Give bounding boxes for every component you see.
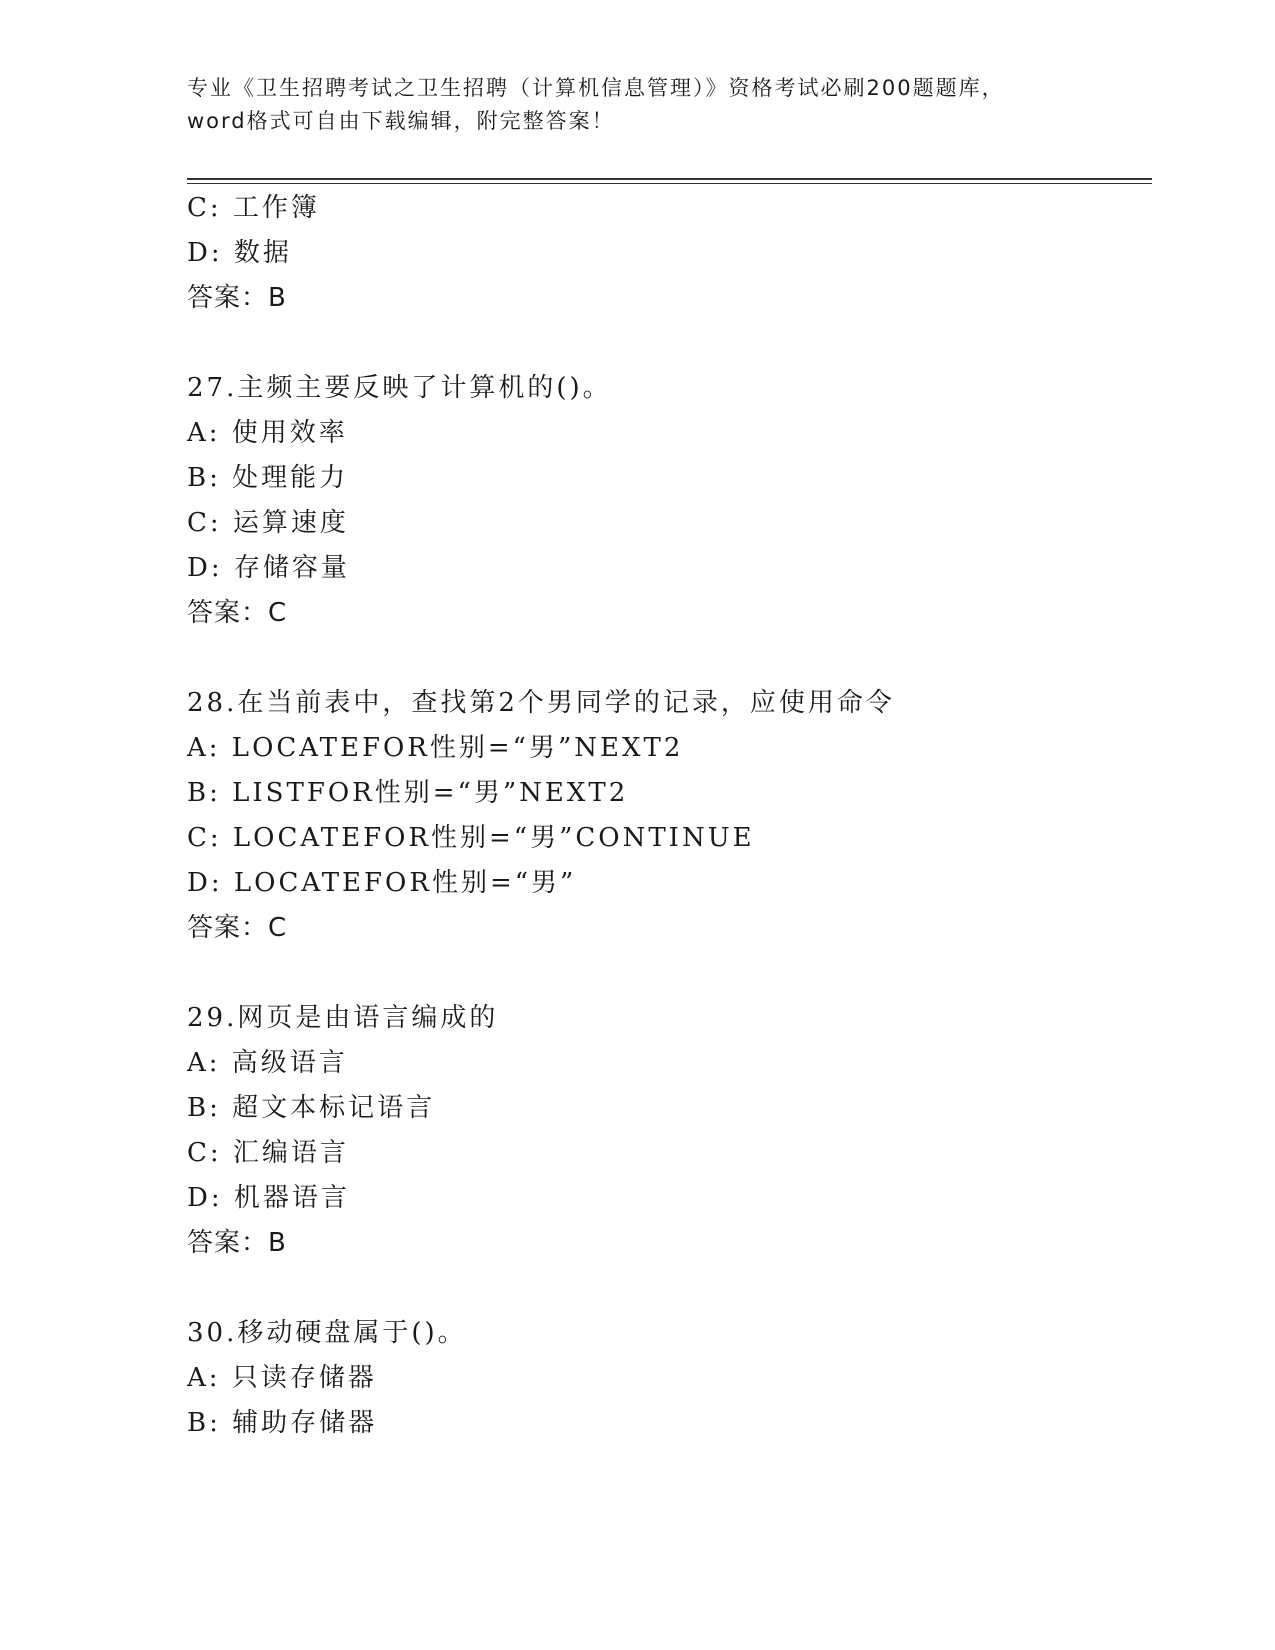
header-divider-thick: [187, 178, 1152, 180]
option-line: C: 汇编语言: [187, 1138, 349, 1168]
answer-line: 答案：B: [187, 283, 287, 313]
option-line: A: 只读存储器: [187, 1363, 377, 1393]
answer-line: 答案：C: [187, 913, 288, 943]
option-line: A: LOCATEFOR性别=“男”NEXT2: [187, 733, 684, 763]
option-line: D: 存储容量: [187, 553, 350, 583]
question-line: 30.移动硬盘属于()。: [187, 1318, 467, 1348]
answer-line: 答案：B: [187, 1228, 287, 1258]
option-line: B: 超文本标记语言: [187, 1093, 436, 1123]
question-line: 28.在当前表中，查找第2个男同学的记录，应使用命令: [187, 688, 895, 718]
answer-line: 答案：C: [187, 598, 288, 628]
option-line: D: 机器语言: [187, 1183, 350, 1213]
option-line: B: 处理能力: [187, 463, 349, 493]
header-divider-thin: [187, 183, 1152, 184]
option-line: D: 数据: [187, 238, 292, 268]
option-line: A: 使用效率: [187, 418, 348, 448]
header-line-2: word格式可自由下载编辑，附完整答案！: [187, 109, 615, 133]
option-line: C: LOCATEFOR性别=“男”CONTINUE: [187, 823, 755, 853]
question-line: 27.主频主要反映了计算机的()。: [187, 373, 612, 403]
header-line-1: 专业《卫生招聘考试之卫生招聘（计算机信息管理）》资格考试必刷200题题库，: [187, 76, 1005, 100]
option-line: B: LISTFOR性别=“男”NEXT2: [187, 778, 629, 808]
option-line: B: 辅助存储器: [187, 1408, 378, 1438]
document-header: [187, 72, 1087, 138]
option-line: C: 工作簿: [187, 193, 320, 223]
option-line: C: 运算速度: [187, 508, 349, 538]
option-line: D: LOCATEFOR性别=“男”: [187, 868, 577, 898]
option-line: A: 高级语言: [187, 1048, 348, 1078]
question-line: 29.网页是由语言编成的: [187, 1003, 499, 1033]
